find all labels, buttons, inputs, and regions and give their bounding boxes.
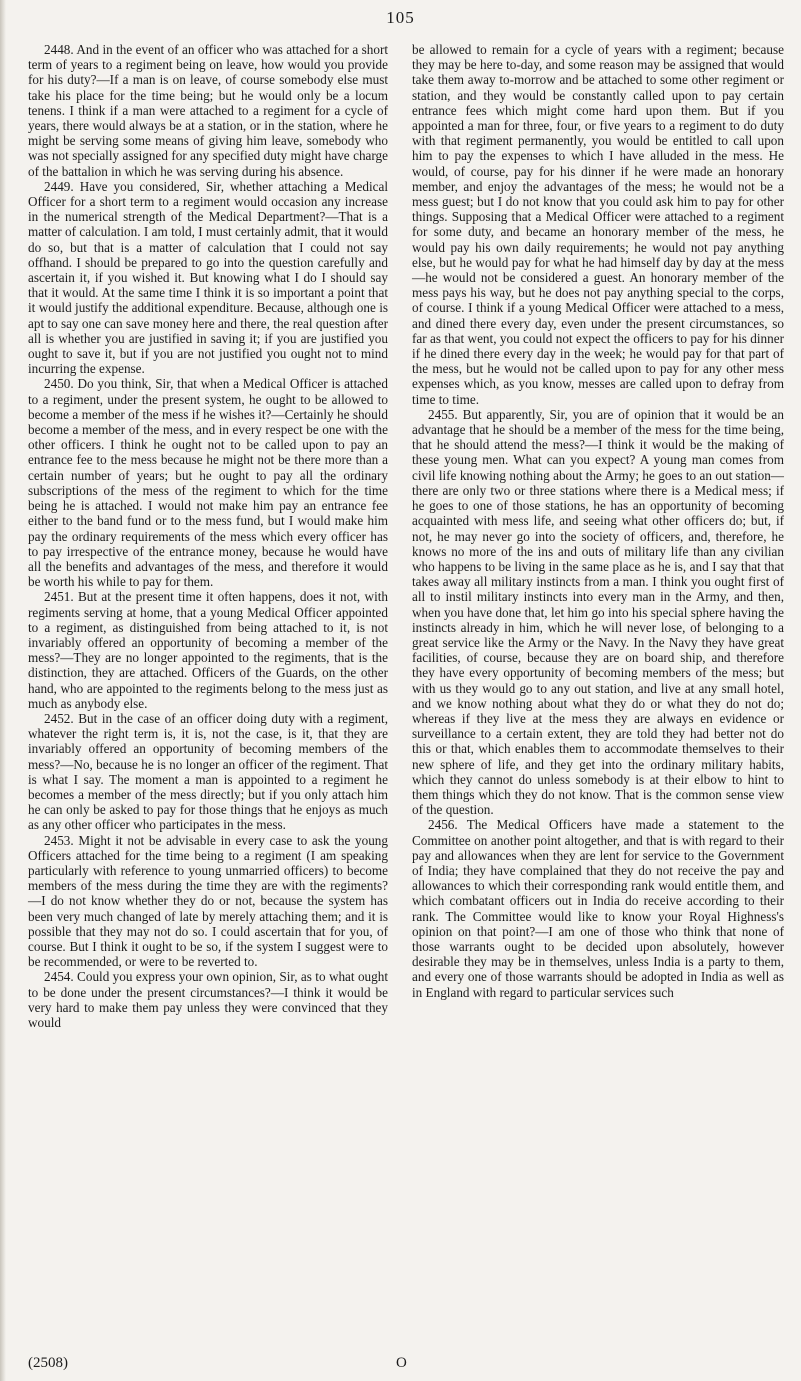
signature-mark: O xyxy=(396,1355,407,1371)
left-column xyxy=(28,42,388,1030)
paragraph-2450: 2450. Do you think, Sir, that when a Medical Officer is attached to a regiment, under the present system, he ought to be allowed to become a member of the mess if he wishes it?—Certainly he should become a member of the mess, and in every respect be one with the other officers. I think he ought not to be called upon to pay an entrance fee to the mess because he might not be there more than a certain number of years; but he ought to pay all the ordinary subscriptions of the mess of the regiment to which for the time being he is attached. I would not make him pay an entrance fee either to the band fund or to the mess fund, but I would make him pay the ordinary requirements of the mess which every officer has to pay irrespective of the entrance money, because he would have all the benefits and advantages of the mess, and therefore it would be worth his while to pay for them. xyxy=(28,376,388,590)
right-column xyxy=(412,42,784,1000)
page-number: 105 xyxy=(386,8,415,27)
paragraph-2455: 2455. But apparently, Sir, you are of opinion that it would be an advantage that he should be a member of the mess for the time being, that he should attend the mess?—I think it would be the making of these young men. What can you expect? A young man comes from civil life knowing nothing about the Army; he goes to an out station—there are only two or three stations where there is a Medical mess; if he goes to one of those stations, he has an opportunity of becoming acquainted with mess life, and seeing what other officers do; but, if not, he may never go into the society of officers, and, therefore, he knows no more of the ins and outs of military life than any civilian who happens to be living in the same place as he is, and I say that that takes away all military instincts from a man. I think you ought first of all to instil military instincts into every man in the Army, and then, when you have done that, let him go into his special sphere having the instincts already in him, which he will never lose, of belonging to a great service like the Army or the Navy. In the Navy they have great facilities, of course, because they are on board ship, and therefore they have every opportunity of becoming members of the mess; but with us they would go to any out station, and live at any small hotel, and we know nothing about what they do or what they do not do; whereas if they live at the mess they are always en evidence or surveillance to a certain extent, they are told they had better not do this or that, which enables them to accommodate themselves to their new sphere of life, and they get into the ordinary military habits, which they cannot do unless somebody is at their elbow to hint to them things which they do not know. That is the common sense view of the question. xyxy=(412,406,784,818)
page-binding-shadow xyxy=(0,0,6,1381)
paragraph-2451: 2451. But at the present time it often happens, does it not, with regiments serving at home, that a young Medical Officer appointed to a regiment, as distinguished from being attached to it, is not invariably offered an opportunity of becoming a member of the mess?—They are no longer appointed to the regiments, that is the distinction, they are attached. Officers of the Guards, on the other hand, who are appointed to the regiments belong to the mess just as much as anybody else. xyxy=(28,589,388,711)
paragraph-2456: 2456. The Medical Officers have made a statement to the Committee on another point altogether, and that is with regard to their pay and allowances when they are lent for service to the Government of India; they have complained that they do not receive the pay and allowances to which their corresponding rank would entitle them, and which combatant officers out in India do receive according to their rank. The Committee would like to know your Royal Highness's opinion on that point?—I am one of those who think that none of those warrants ought to be decided upon absolutely, however desirable they may be in themselves, unless India is a party to them, and every one of those warrants should be adopted in India as well as in England with regard to particular services such xyxy=(412,817,784,1000)
paragraph-2454-continued: be allowed to remain for a cycle of years with a regiment; because they may be here to-day, and some reason may be assigned that would take them away to-morrow and be attached to some other regiment or station, and they would be constantly called upon to pay certain entrance fees which might come hard upon them. But if you appointed a man for three, four, or five years to a regiment to do duty with that regiment permanently, you would be entitled to call upon him to pay the expenses to which I have alluded in the mess. He would, of course, pay for his dinner if he were made an honorary member, and enjoy the advantages of the mess; he would not be a mess guest; but I do not know that you could ask him to pay for other things. Supposing that a Medical Officer were attached to a regiment for some duty, and became an honorary member of the mess, he would pay his own daily requirements; he would not pay anything else, but he would pay for what he had himself day by day at the mess—he would not be considered a guest. An honorary member of the mess pays his way, but he does not pay anything special to the corps, of course. I think if a young Medical Officer were attached to a mess, and dined there every day, even under the present circumstances, so far as that went, you could not expect the officers to pay for his dinner if he dined there every day in the week; he would pay for that part of the mess, but he would not be called upon to pay for any other mess expenses which, as you know, messes are called upon to defray from time to time. xyxy=(412,42,784,407)
paragraph-2453: 2453. Might it not be advisable in every case to ask the young Officers attached for the time being to a regiment (I am speaking particularly with reference to young unmarried officers) to become members of the mess during the time they are with the regiments?—I do not know whether they do or not, because the system has been very much changed of late by merely attaching them; and it is possible that they may not do so. I could ascertain that for you, of course. But I think it ought to be so, if the system I suggest were to be recommended, or were to be reverted to. xyxy=(28,832,388,970)
paragraph-2454: 2454. Could you express your own opinion, Sir, as to what ought to be done under the present circumstances?—I think it would be very hard to make them pay unless they were convinced that they would xyxy=(28,969,388,1030)
paragraph-2449: 2449. Have you considered, Sir, whether attaching a Medical Officer for a short term to a regiment would occasion any increase in the numerical strength of the Medical Department?—That is a matter of calculation. I am told, I must certainly admit, that it would do so, but that is a matter of calculation that I could not say offhand. I should be prepared to go into the question carefully and ascertain it, if you wished it. But knowing what I do I should say that it would. At the same time I think it is so important a point that it would justify the additional expenditure. Because, although one is apt to say one can save money here and there, the real question after all is whether you are justified in saving it; if you are justified you ought to save it, but if you are not justified you ought not to mind incurring the expense. xyxy=(28,178,388,377)
paragraph-2448: 2448. And in the event of an officer who was attached for a short term of years to a regiment being on leave, how would you provide for his duty?—If a man is on leave, of course somebody else must take his place for the time being; but he would only be a locum tenens. I think if a man were attached to a regiment for a cycle of years, there would always be at a station, or in the station, where he might be serving some means of giving him leave, somebody who was not specially assigned for any specified duty might have charge of the battalion in which he was serving during his absence. xyxy=(28,42,388,179)
print-code: (2508) xyxy=(28,1355,68,1371)
paragraph-2452: 2452. But in the case of an officer doing duty with a regiment, whatever the right term is, it is, not the case, is it, that they are invariably offered an opportunity of becoming members of the mess?—No, because he is no longer an officer of the regiment. That is what I say. The moment a man is appointed to a regiment he becomes a member of the mess directly; but if you only attach him he can only be asked to pay for those things that he enjoys as much as any other officer who participates in the mess. xyxy=(28,710,388,833)
page-footer xyxy=(0,1355,801,1375)
